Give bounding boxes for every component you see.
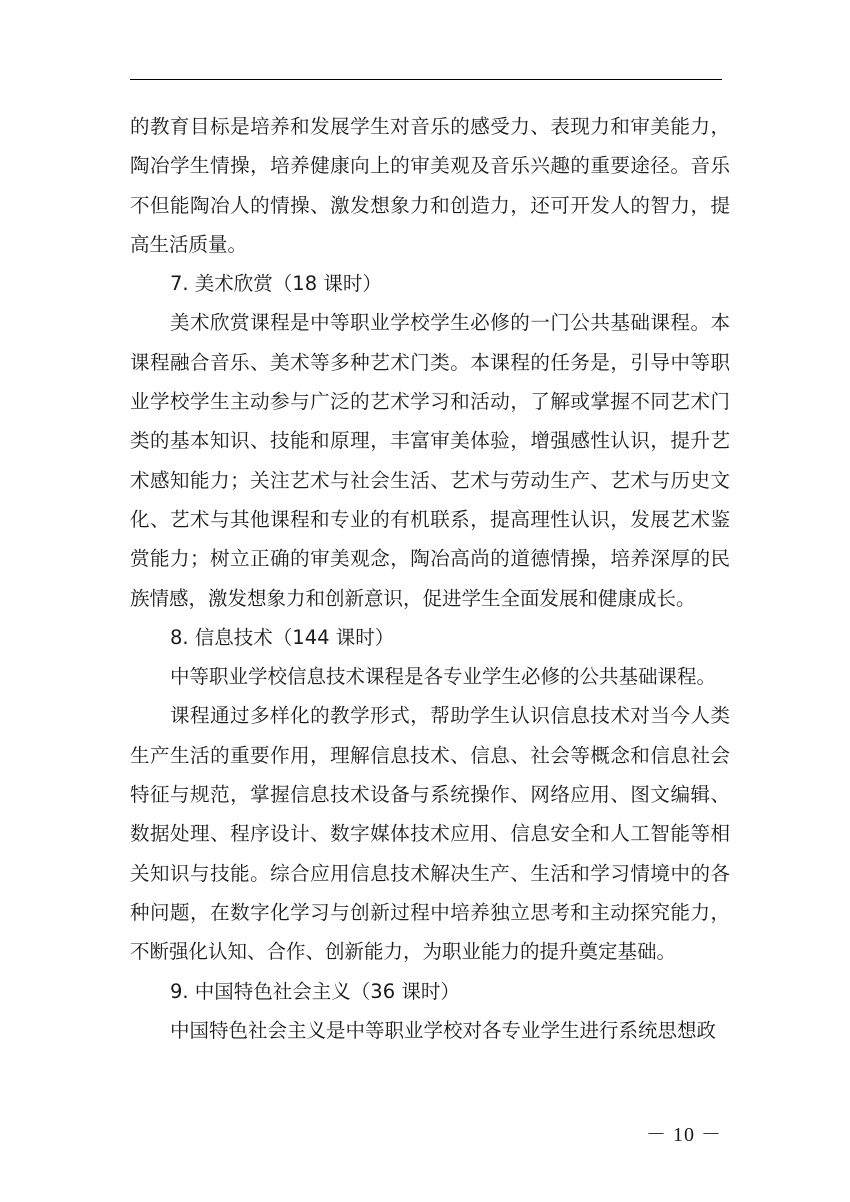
paragraph-music-continued: 的教育目标是培养和发展学生对音乐的感受力、表现力和审美能力，陶冶学生情操，培养健康向上的审美观及音乐兴趣的重要途径。音乐不但能陶冶人的情操、激发想象力和创造力，还可开发人的智力，提高生活质量。	[130, 115, 730, 256]
body-text	[130, 107, 730, 1050]
paragraph-it-intro: 中等职业学校信息技术课程是各专业学生必修的公共基础课程。	[170, 665, 717, 689]
section-heading-information-technology: 8. 信息技术（144 课时）	[170, 625, 395, 649]
paragraph-art-appreciation: 美术欣赏课程是中等职业学校学生必修的一门公共基础课程。本课程融合音乐、美术等多种艺术门类。本课程的任务是，引导中等职业学校学生主动参与广泛的艺术学习和活动，了解或掌握不同艺术门类的基本知识、技能和原理，丰富审美体验，增强感性认识，提升艺术感知能力；关注艺术与社会生活、艺术与劳动生产、艺术与历史文化、艺术与其他课程和专业的有机联系，提高理性认识，发展艺术鉴赏能力；树立正确的审美观念，陶冶高尚的道德情操，培养深厚的民族情感，激发想象力和创新意识，促进学生全面发展和健康成长。	[130, 311, 730, 610]
section-heading-socialism: 9. 中国特色社会主义（36 课时）	[170, 979, 460, 1003]
section-heading-art-appreciation: 7. 美术欣赏（18 课时）	[170, 272, 382, 296]
header-rule	[130, 79, 722, 80]
paragraph-it-details: 课程通过多样化的教学形式，帮助学生认识信息技术对当今人类生产生活的重要作用，理解信息技术、信息、社会等概念和信息社会特征与规范，掌握信息技术设备与系统操作、网络应用、图文编辑、数据处理、程序设计、数字媒体技术应用、信息安全和人工智能等相关知识与技能。综合应用信息技术解决生产、生活和学习情境中的各种问题，在数字化学习与创新过程中培养独立思考和主动探究能力，不断强化认知、合作、创新能力，为职业能力的提升奠定基础。	[130, 704, 730, 964]
paragraph-socialism: 中国特色社会主义是中等职业学校对各专业学生进行系统思想政	[170, 1018, 717, 1042]
page-number: － 10 －	[646, 1124, 722, 1146]
